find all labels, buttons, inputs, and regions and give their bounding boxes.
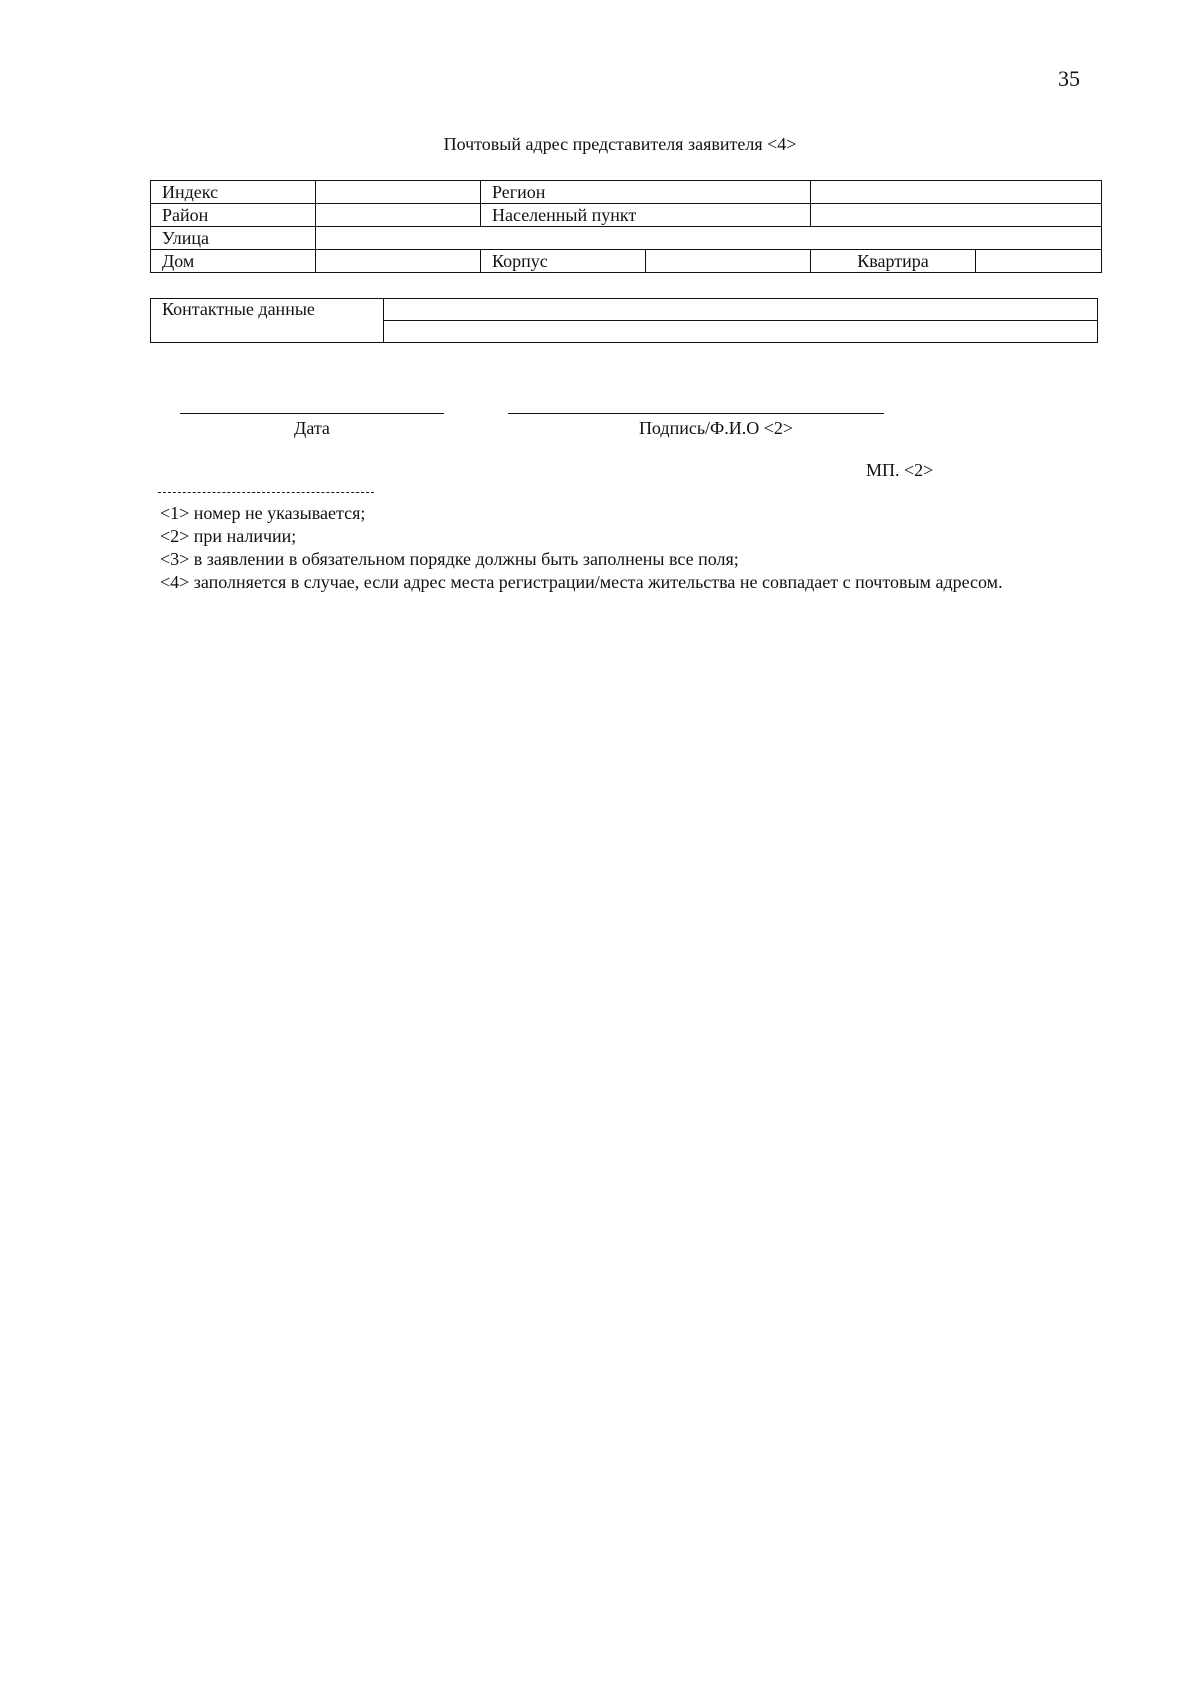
stamp-label: МП. <2> (866, 460, 934, 480)
house-value-cell[interactable] (316, 250, 481, 273)
footnote-divider (158, 492, 374, 493)
building-label: Корпус (481, 250, 646, 273)
locality-value-cell[interactable] (811, 204, 1102, 227)
footnote-item: <4> заполняется в случае, если адрес места регистрации/места жительства не совпадает с почтовым адресом. (160, 572, 1003, 592)
footnotes (160, 502, 1040, 594)
table-row (151, 181, 1102, 204)
region-value-cell[interactable] (811, 181, 1102, 204)
signature-label: Подпись/Ф.И.О <2> (638, 418, 794, 438)
footnote-item: <1> номер не указывается; (160, 503, 366, 523)
contact-value-cell-1[interactable] (384, 299, 1098, 321)
building-value-cell[interactable] (646, 250, 811, 273)
district-label: Район (151, 204, 316, 227)
contact-label: Контактные данные (151, 299, 384, 343)
signature-line[interactable] (508, 413, 884, 414)
district-value-cell[interactable] (316, 204, 481, 227)
table-row (151, 227, 1102, 250)
index-value-cell[interactable] (316, 181, 481, 204)
street-label: Улица (151, 227, 316, 250)
date-line[interactable] (180, 413, 444, 414)
contact-value-cell-2[interactable] (384, 321, 1098, 343)
table-row (151, 250, 1102, 273)
date-label: Дата (294, 418, 330, 438)
table-row (151, 299, 1098, 321)
footnote-item: <3> в заявлении в обязательном порядке должны быть заполнены все поля; (160, 549, 739, 569)
region-label: Регион (481, 181, 811, 204)
postal-address-table (150, 180, 1102, 273)
street-value-cell[interactable] (316, 227, 1102, 250)
form-title: Почтовый адрес представителя заявителя <4> (443, 134, 797, 154)
locality-label: Населенный пункт (481, 204, 811, 227)
apartment-value-cell[interactable] (976, 250, 1102, 273)
table-row (151, 204, 1102, 227)
contact-table (150, 298, 1098, 343)
index-label: Индекс (151, 181, 316, 204)
apartment-label: Квартира (811, 250, 976, 273)
house-label: Дом (151, 250, 316, 273)
footnote-item: <2> при наличии; (160, 526, 297, 546)
page-number: 35 (1058, 66, 1080, 91)
